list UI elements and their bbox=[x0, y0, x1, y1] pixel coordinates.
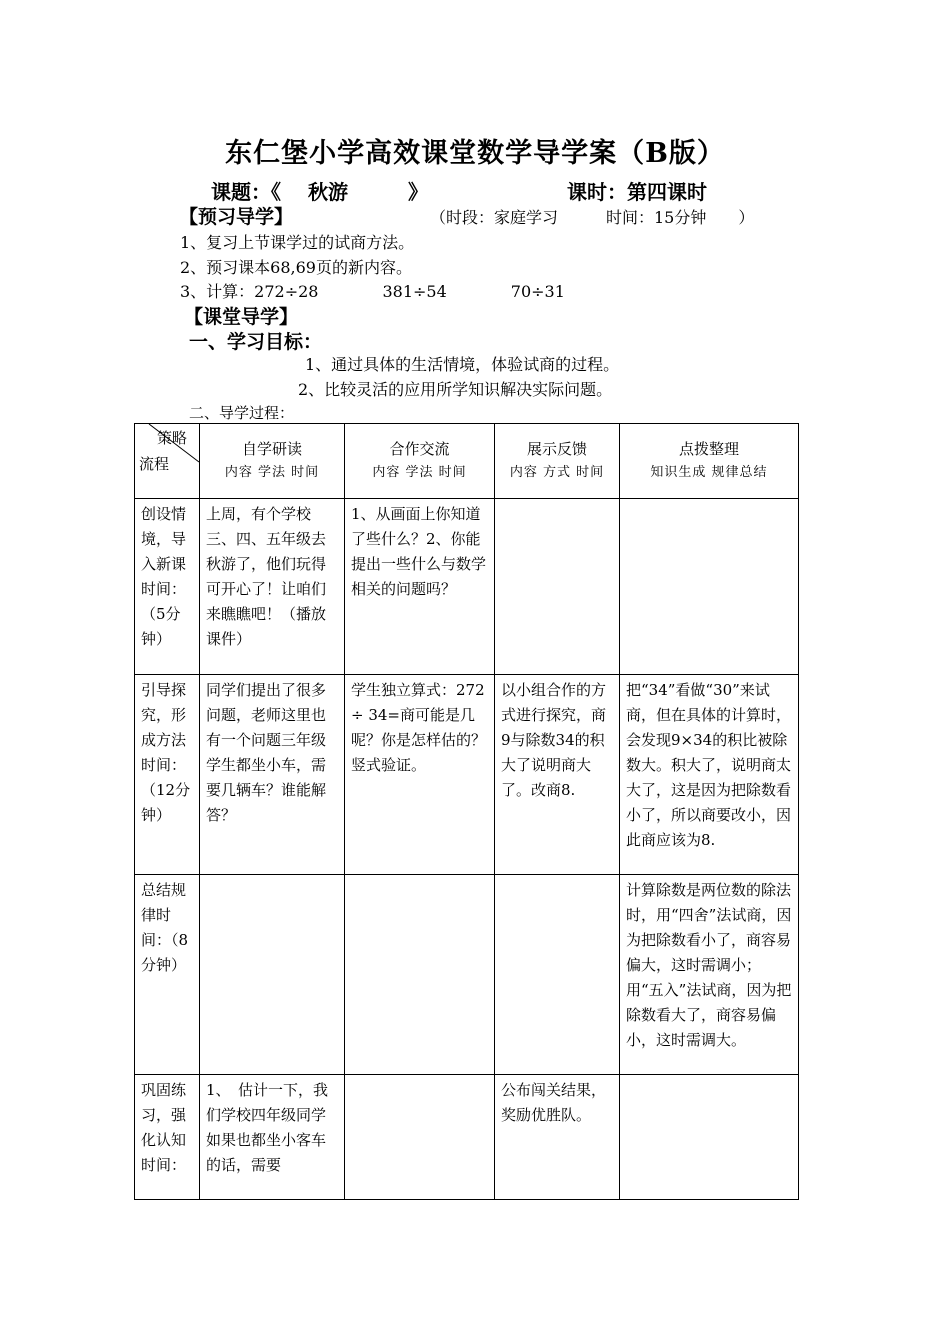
cooperation-cell: 1、从画面上你知道了些什么？2、你能提出一些什么与数学相关的问题吗？ bbox=[345, 499, 495, 675]
corner-top-label: 策略 bbox=[157, 429, 188, 447]
goal-item: 1、通过具体的生活情境，体验试商的过程。 bbox=[305, 355, 620, 374]
preview-item: 1、复习上节课学过的试商方法。 bbox=[180, 233, 415, 252]
table-row bbox=[135, 875, 799, 1075]
classroom-heading: 【课堂导学】 bbox=[184, 306, 299, 328]
goals-heading: 一、学习目标： bbox=[189, 331, 323, 353]
header-sub: 知识生成 规律总结 bbox=[650, 465, 768, 480]
guidance-cell: 把“34”看做“30”来试商，但在具体的计算时，会发现9×34的积比被除数大。积大了，说明商太大了，这是因为把除数看小了，所以商要改小，因此商应该为8. bbox=[620, 675, 799, 875]
feedback-cell bbox=[495, 499, 620, 675]
header-cooperation bbox=[345, 424, 495, 499]
stage-cell: 引导探究，形成方法时间：（12分钟） bbox=[135, 675, 200, 875]
stage-cell: 创设情境，导入新课时间：（5分钟） bbox=[135, 499, 200, 675]
header-main: 点拨整理 bbox=[678, 440, 739, 458]
goal-item: 2、比较灵活的应用所学知识解决实际问题。 bbox=[298, 380, 613, 399]
self-study-cell: 上周，有个学校三、四、五年级去秋游了，他们玩得可开心了！让咱们来瞧瞧吧！（播放课件） bbox=[200, 499, 345, 675]
feedback-cell: 公布闯关结果，奖励优胜队。 bbox=[495, 1075, 620, 1200]
table-row bbox=[135, 499, 799, 675]
table-header-row bbox=[135, 424, 799, 499]
lesson-period: 课时：第四课时 bbox=[567, 180, 707, 204]
header-main: 合作交流 bbox=[389, 440, 450, 458]
stage-cell: 总结规律时间：（8分钟） bbox=[135, 875, 200, 1075]
guide-table bbox=[134, 423, 799, 1200]
preview-item: 2、预习课本68,69页的新内容。 bbox=[180, 258, 412, 277]
header-main: 展示反馈 bbox=[526, 440, 587, 458]
guidance-cell: 计算除数是两位数的除法时，用“四舍”法试商，因为把除数看小了，商容易偏大，这时需调小；用“五入”法试商，因为把除数看大了，商容易偏小，这时需调大。 bbox=[620, 875, 799, 1075]
preview-heading: 【预习导学】 bbox=[179, 206, 294, 228]
self-study-cell bbox=[200, 875, 345, 1075]
table-row bbox=[135, 675, 799, 875]
lesson-topic: 课题：《 秋游 》 bbox=[211, 180, 428, 204]
self-study-cell: 同学们提出了很多问题，老师这里也有一个问题三年级学生都坐小车，需要几辆车？谁能解答？ bbox=[200, 675, 345, 875]
process-heading: 二、导学过程： bbox=[189, 404, 295, 422]
guidance-cell bbox=[620, 499, 799, 675]
cooperation-cell bbox=[345, 1075, 495, 1200]
table-row bbox=[135, 1075, 799, 1200]
feedback-cell: 以小组合作的方式进行探究，商9与除数34的积大了说明商大了。改商8. bbox=[495, 675, 620, 875]
preview-item: 3、计算：272÷28 381÷54 70÷31 bbox=[180, 282, 565, 301]
header-self-study bbox=[200, 424, 345, 499]
cooperation-cell bbox=[345, 875, 495, 1075]
page-title: 东仁堡小学高效课堂数学导学案（B版） bbox=[225, 138, 725, 169]
header-feedback bbox=[495, 424, 620, 499]
feedback-cell bbox=[495, 875, 620, 1075]
preview-meta: （时段：家庭学习 时间：15分钟 ） bbox=[430, 208, 755, 227]
header-sub: 内容 学法 时间 bbox=[224, 465, 320, 480]
corner-cell bbox=[135, 424, 200, 499]
corner-bottom-label: 流程 bbox=[139, 455, 170, 473]
cooperation-cell: 学生独立算式：272 ÷ 34=商可能是几呢？你是怎样估的？竖式验证。 bbox=[345, 675, 495, 875]
header-guidance bbox=[620, 424, 799, 499]
header-main: 自学研读 bbox=[241, 440, 302, 458]
self-study-cell: 1、 估计一下，我们学校四年级同学如果也都坐小客车的话，需要 bbox=[200, 1075, 345, 1200]
guidance-cell bbox=[620, 1075, 799, 1200]
stage-cell: 巩固练习，强化认知时间： bbox=[135, 1075, 200, 1200]
header-sub: 内容 方式 时间 bbox=[509, 465, 605, 480]
header-sub: 内容 学法 时间 bbox=[372, 465, 467, 480]
